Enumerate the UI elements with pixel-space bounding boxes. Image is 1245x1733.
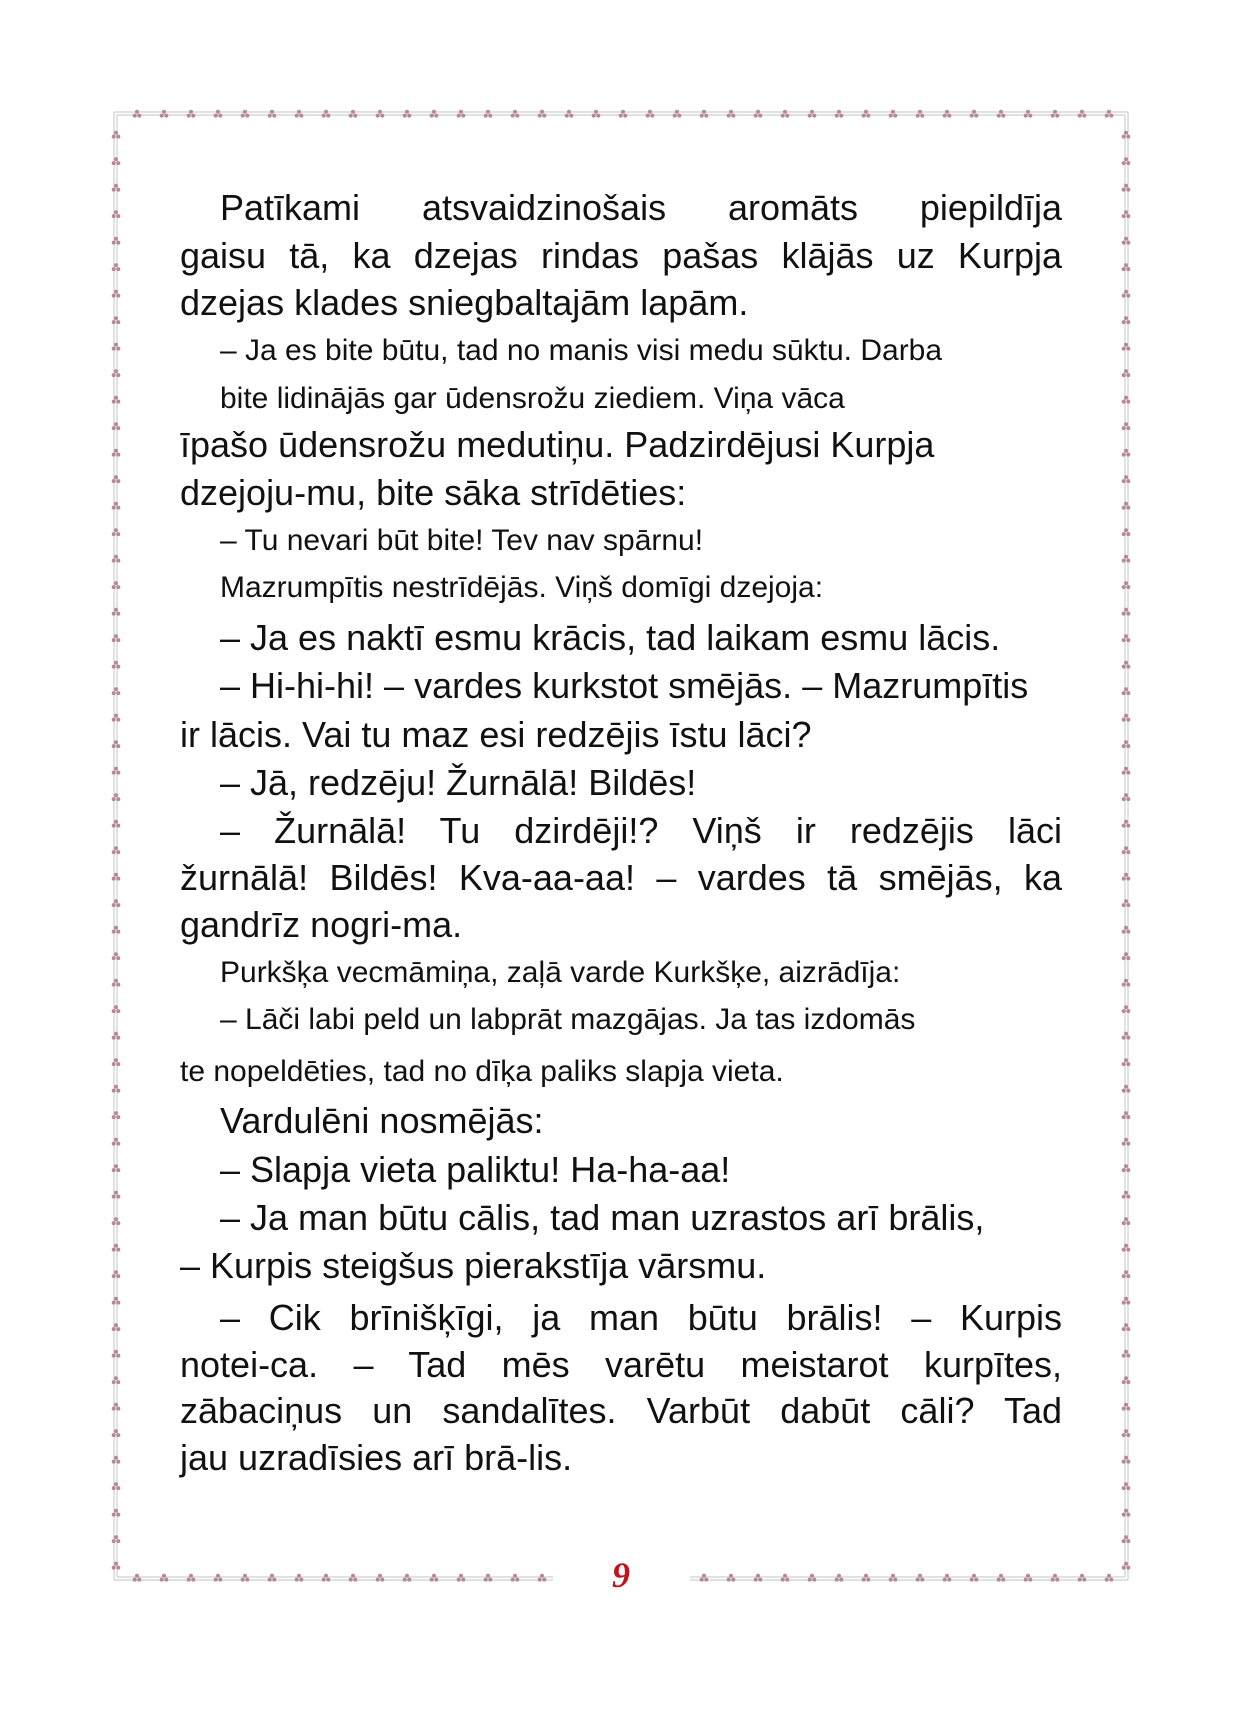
trefoil-ornament-icon (112, 210, 121, 218)
trefoil-ornament-icon (457, 110, 466, 118)
trefoil-ornament-icon (112, 1323, 121, 1331)
trefoil-ornament-icon (1122, 1244, 1131, 1252)
trefoil-ornament-icon (112, 1058, 121, 1066)
trefoil-ornament-icon (1122, 1058, 1131, 1066)
trefoil-ornament-icon (112, 687, 121, 695)
trefoil-ornament-icon (112, 1456, 121, 1464)
trefoil-ornament-icon (214, 110, 223, 118)
trefoil-ornament-icon (112, 608, 121, 616)
trefoil-ornament-icon (112, 1270, 121, 1278)
text-line: – Jā, redzēju! Žurnālā! Bildēs! (220, 762, 697, 804)
trefoil-ornament-icon (727, 110, 736, 118)
trefoil-ornament-icon (1122, 608, 1131, 616)
text-line: te nopeldēties, tad no dīķa paliks slapja vieta. (180, 1055, 784, 1089)
trefoil-ornament-icon (1122, 449, 1131, 457)
trefoil-ornament-icon (1122, 555, 1131, 563)
trefoil-ornament-icon (112, 899, 121, 907)
text-line: – Ja man būtu cālis, tad man uzrastos arī brālis, (220, 1197, 985, 1239)
text-line: – Kurpis steigšus pierakstīja vārsmu. (180, 1245, 767, 1287)
trefoil-ornament-icon (1122, 131, 1131, 139)
trefoil-ornament-icon (112, 1535, 121, 1543)
trefoil-ornament-icon (112, 184, 121, 192)
trefoil-ornament-icon (1122, 290, 1131, 298)
trefoil-ornament-icon (112, 475, 121, 483)
trefoil-ornament-icon (619, 110, 628, 118)
trefoil-ornament-icon (1122, 1350, 1131, 1358)
trefoil-ornament-icon (592, 110, 601, 118)
trefoil-ornament-icon (112, 131, 121, 139)
trefoil-ornament-icon (403, 110, 412, 118)
trefoil-ornament-icon (1122, 873, 1131, 881)
trefoil-ornament-icon (268, 110, 277, 118)
trefoil-ornament-icon (1122, 1164, 1131, 1172)
trefoil-ornament-icon (1122, 1111, 1131, 1119)
trefoil-ornament-icon (112, 396, 121, 404)
text-line: jau uzradīsies arī brā-lis. (180, 1437, 573, 1479)
trefoil-ornament-icon (1122, 369, 1131, 377)
text-line: – Ja es naktī esmu krācis, tad laikam esmu lācis. (220, 617, 1001, 659)
text-line: gandrīz nogri-ma. (180, 904, 463, 946)
trefoil-ornament-icon (112, 740, 121, 748)
trefoil-ornament-icon (112, 767, 121, 775)
trefoil-ornament-icon (1122, 979, 1131, 987)
trefoil-ornament-icon (112, 1032, 121, 1040)
trefoil-ornament-icon (1122, 1032, 1131, 1040)
text-line: dzejas klades sniegbaltajām lapām. (180, 282, 749, 324)
trefoil-ornament-icon (565, 110, 574, 118)
text-line: – Žurnālā! Tu dzirdēji!? Viņš ir redzējis lāci (220, 810, 1062, 852)
trefoil-ornament-icon (1122, 184, 1131, 192)
trefoil-ornament-icon (112, 1350, 121, 1358)
trefoil-ornament-icon (1122, 1562, 1131, 1570)
trefoil-ornament-icon (187, 110, 196, 118)
trefoil-ornament-icon (1051, 110, 1060, 118)
trefoil-ornament-icon (112, 714, 121, 722)
trefoil-ornament-icon (295, 110, 304, 118)
trefoil-ornament-icon (1122, 1535, 1131, 1543)
trefoil-ornament-icon (700, 110, 709, 118)
trefoil-ornament-icon (112, 237, 121, 245)
trefoil-ornament-icon (112, 952, 121, 960)
trefoil-ornament-icon (112, 634, 121, 642)
text-line: Patīkami atsvaidzinošais aromāts piepildīja (220, 187, 1062, 229)
trefoil-ornament-icon (1122, 1323, 1131, 1331)
trefoil-ornament-icon (808, 110, 817, 118)
trefoil-ornament-icon (1122, 343, 1131, 351)
trefoil-ornament-icon (484, 110, 493, 118)
trefoil-ornament-icon (646, 110, 655, 118)
trefoil-ornament-icon (1122, 1191, 1131, 1199)
trefoil-ornament-icon (112, 979, 121, 987)
trefoil-ornament-icon (112, 1244, 121, 1252)
trefoil-ornament-icon (1122, 714, 1131, 722)
text-line: – Hi-hi-hi! – vardes kurkstot smējās. – Mazrumpītis (220, 665, 1029, 707)
trefoil-ornament-icon (112, 1403, 121, 1411)
trefoil-ornament-icon (112, 820, 121, 828)
trefoil-ornament-icon (754, 110, 763, 118)
text-line: dzejoju-mu, bite sāka strīdēties: (180, 472, 687, 514)
trefoil-ornament-icon (112, 1562, 121, 1570)
text-line: – Tu nevari būt bite! Tev nav spārnu! (220, 524, 704, 558)
trefoil-ornament-icon (241, 110, 250, 118)
text-line: notei-ca. – Tad mēs varētu meistarot kurpītes, (180, 1344, 1062, 1386)
trefoil-ornament-icon (1122, 1482, 1131, 1490)
trefoil-ornament-icon (1122, 528, 1131, 536)
trefoil-ornament-icon (112, 1509, 121, 1517)
trefoil-ornament-icon (112, 449, 121, 457)
trefoil-ornament-icon (1122, 820, 1131, 828)
text-line: ir lācis. Vai tu maz esi redzējis īstu lāci? (180, 714, 812, 756)
trefoil-ornament-icon (511, 110, 520, 118)
text-line: bite lidinājās gar ūdensrožu ziediem. Viņa vāca (220, 382, 845, 416)
trefoil-ornament-icon (112, 793, 121, 801)
trefoil-ornament-icon (112, 555, 121, 563)
trefoil-ornament-icon (1122, 793, 1131, 801)
trefoil-ornament-icon (1122, 210, 1131, 218)
trefoil-ornament-icon (112, 1191, 121, 1199)
trefoil-ornament-icon (112, 846, 121, 854)
text-line: Vardulēni nosmējās: (220, 1100, 544, 1142)
text-line: – Ja es bite būtu, tad no manis visi medu sūktu. Darba (220, 334, 943, 368)
trefoil-ornament-icon (1122, 1297, 1131, 1305)
trefoil-ornament-icon (673, 110, 682, 118)
trefoil-ornament-icon (112, 1138, 121, 1146)
trefoil-ornament-icon (1122, 1376, 1131, 1384)
trefoil-ornament-icon (862, 110, 871, 118)
trefoil-ornament-icon (112, 1111, 121, 1119)
trefoil-ornament-icon (430, 110, 439, 118)
trefoil-ornament-icon (1122, 1217, 1131, 1225)
text-line: gaisu tā, ka dzejas rindas pašas klājās uz Kurpja (180, 235, 1062, 277)
trefoil-ornament-icon (1122, 1138, 1131, 1146)
trefoil-ornament-icon (112, 873, 121, 881)
trefoil-ornament-icon (1122, 157, 1131, 165)
trefoil-ornament-icon (112, 1164, 121, 1172)
trefoil-ornament-icon (1105, 110, 1114, 118)
trefoil-ornament-icon (376, 110, 385, 118)
trefoil-ornament-icon (1122, 502, 1131, 510)
trefoil-ornament-icon (1122, 1005, 1131, 1013)
trefoil-ornament-icon (112, 1085, 121, 1093)
trefoil-ornament-icon (1122, 1429, 1131, 1437)
trefoil-ornament-icon (133, 110, 142, 118)
trefoil-ornament-icon (970, 110, 979, 118)
trefoil-ornament-icon (112, 1297, 121, 1305)
trefoil-ornament-icon (1122, 263, 1131, 271)
trefoil-ornament-icon (781, 110, 790, 118)
trefoil-ornament-icon (160, 110, 169, 118)
text-line: žurnālā! Bildēs! Kva-aa-aa! – vardes tā smējās, ka (180, 857, 1062, 899)
trefoil-ornament-icon (1122, 634, 1131, 642)
trefoil-ornament-icon (1122, 1270, 1131, 1278)
trefoil-ornament-icon (112, 1217, 121, 1225)
trefoil-ornament-icon (112, 316, 121, 324)
text-line: – Lāči labi peld un labprāt mazgājas. Ja tas izdomās (220, 1003, 916, 1037)
trefoil-ornament-icon (322, 110, 331, 118)
text-line: zābaciņus un sandalītes. Varbūt dabūt cāli? Tad (180, 1390, 1062, 1432)
trefoil-ornament-icon (112, 502, 121, 510)
trefoil-ornament-icon (835, 110, 844, 118)
text-line: Purkšķa vecmāmiņa, zaļā varde Kurkšķe, aizrādīja: (220, 956, 901, 990)
trefoil-ornament-icon (1122, 1085, 1131, 1093)
trefoil-ornament-icon (1024, 110, 1033, 118)
text-line: īpašo ūdensrožu medutiņu. Padzirdējusi Kurpja (180, 424, 935, 466)
trefoil-ornament-icon (1122, 767, 1131, 775)
trefoil-ornament-icon (112, 581, 121, 589)
trefoil-ornament-icon (1122, 740, 1131, 748)
trefoil-ornament-icon (1122, 952, 1131, 960)
trefoil-ornament-icon (889, 110, 898, 118)
trefoil-ornament-icon (943, 110, 952, 118)
text-line: – Slapja vieta paliktu! Ha-ha-aa! (220, 1149, 731, 1191)
trefoil-ornament-icon (997, 110, 1006, 118)
trefoil-ornament-icon (112, 1005, 121, 1013)
trefoil-ornament-icon (112, 926, 121, 934)
text-line: – Cik brīnišķīgi, ja man būtu brālis! – Kurpis (220, 1297, 1062, 1339)
trefoil-ornament-icon (112, 263, 121, 271)
trefoil-ornament-icon (112, 528, 121, 536)
trefoil-ornament-icon (1122, 1403, 1131, 1411)
trefoil-ornament-icon (1122, 687, 1131, 695)
trefoil-ornament-icon (1122, 475, 1131, 483)
trefoil-ornament-icon (1122, 661, 1131, 669)
trefoil-ornament-icon (112, 157, 121, 165)
trefoil-ornament-icon (1122, 1509, 1131, 1517)
trefoil-ornament-icon (112, 1376, 121, 1384)
trefoil-ornament-icon (1122, 846, 1131, 854)
text-line: Mazrumpītis nestrīdējās. Viņš domīgi dzejoja: (220, 571, 824, 605)
trefoil-ornament-icon (916, 110, 925, 118)
trefoil-ornament-icon (112, 290, 121, 298)
trefoil-ornament-icon (112, 369, 121, 377)
trefoil-ornament-icon (1078, 110, 1087, 118)
trefoil-ornament-icon (112, 1429, 121, 1437)
trefoil-ornament-icon (1122, 422, 1131, 430)
trefoil-ornament-icon (1122, 1456, 1131, 1464)
trefoil-ornament-icon (1122, 926, 1131, 934)
trefoil-ornament-icon (112, 1482, 121, 1490)
trefoil-ornament-icon (538, 110, 547, 118)
trefoil-ornament-icon (112, 343, 121, 351)
trefoil-ornament-icon (112, 661, 121, 669)
page-number: 9 (612, 1555, 630, 1595)
trefoil-ornament-icon (349, 110, 358, 118)
trefoil-ornament-icon (1122, 237, 1131, 245)
trefoil-ornament-icon (1122, 396, 1131, 404)
trefoil-ornament-icon (1122, 899, 1131, 907)
trefoil-ornament-icon (1122, 581, 1131, 589)
trefoil-ornament-icon (1122, 316, 1131, 324)
trefoil-ornament-icon (112, 422, 121, 430)
